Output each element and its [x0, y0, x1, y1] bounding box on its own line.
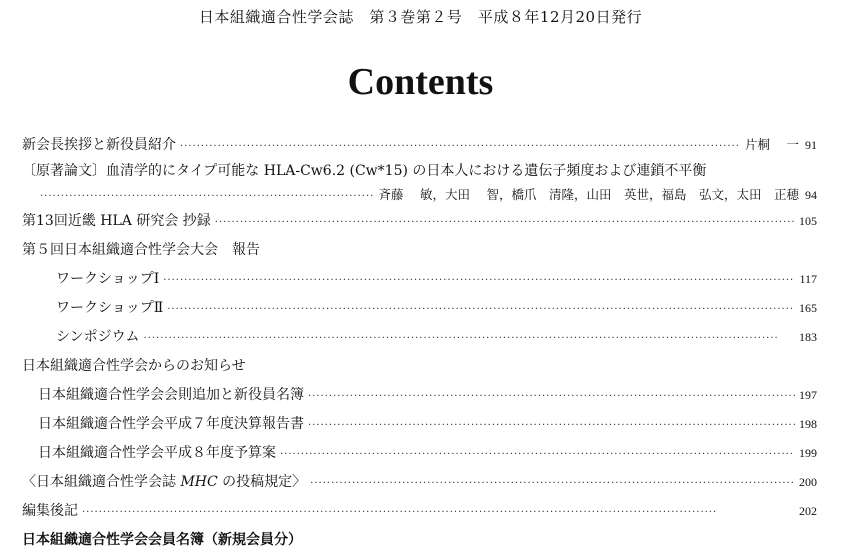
toc-entry-title: ワークショップⅠ: [56, 271, 160, 287]
toc-entry-workshop-1[interactable]: [22, 265, 817, 294]
toc-entry-bylaws-officers[interactable]: [22, 381, 817, 410]
toc-entry-page: 117: [799, 272, 817, 286]
toc-entry-page: 199: [799, 446, 817, 460]
toc-entry-title-suffix: の投稿規定〉: [217, 474, 307, 490]
toc-entry-submission-rules[interactable]: [22, 468, 817, 497]
page-title: Contents: [347, 61, 494, 103]
dot-leader: [215, 208, 795, 237]
toc-entry-budget[interactable]: [22, 439, 817, 468]
toc-entry-page: 183: [799, 330, 817, 344]
dot-leader: [180, 132, 741, 161]
dot-leader: [163, 266, 795, 295]
toc-entry-page: 91: [805, 138, 817, 152]
toc-entry-member-directory[interactable]: [22, 526, 817, 555]
toc-entry-title: [22, 468, 306, 497]
toc-entry-title: 第13回近畿 HLA 研究会 抄録: [22, 213, 211, 229]
toc-entry-page: 105: [799, 214, 817, 228]
toc-entry-title: 〔原著論文〕血清学的にタイプ可能な HLA-Cw6.2 (Cw*15) の日本人における遺伝子頻度および連鎖不平衡: [22, 163, 707, 179]
toc-entry-title: シンポジウム: [56, 329, 140, 345]
toc-entry-kinki-hla-abstracts[interactable]: [22, 207, 817, 236]
dot-leader: [310, 469, 795, 498]
dot-leader: [82, 498, 795, 527]
toc-entry-title: 日本組織適合性学会平成７年度決算報告書: [38, 416, 304, 432]
dot-leader: [308, 382, 795, 411]
dot-leader: [308, 411, 795, 440]
toc-entry-title-italic: MHC: [180, 474, 218, 490]
table-of-contents: [22, 130, 817, 555]
dot-leader: [144, 324, 795, 353]
toc-entry-society-notices[interactable]: [22, 352, 817, 381]
toc-entry-title: 編集後記: [22, 503, 78, 519]
dot-leader: [40, 185, 375, 209]
toc-entry-conference-report[interactable]: [22, 236, 817, 265]
toc-entry-page: 197: [799, 388, 817, 402]
dot-leader: [280, 440, 795, 469]
toc-entry-authors: 斉藤 敏，大田 智，橋爪 清隆，山田 英世，福島 弘文，太田 正穂: [378, 187, 799, 202]
toc-entry-title: ワークショップⅡ: [56, 300, 164, 316]
toc-entry-page: 165: [799, 301, 817, 315]
toc-entry-title: 日本組織適合性学会会則追加と新役員名簿: [38, 387, 304, 403]
toc-entry-workshop-2[interactable]: [22, 294, 817, 323]
toc-entry-title: 日本組織適合性学会からのお知らせ: [22, 358, 246, 374]
toc-entry-article-authors: [22, 183, 817, 207]
toc-entry-title-prefix: 〈日本組織適合性学会誌: [22, 474, 181, 490]
toc-entry-page: 200: [799, 475, 817, 489]
toc-entry-page: 94: [805, 188, 817, 202]
toc-entry-financial-report[interactable]: [22, 410, 817, 439]
toc-entry-page: 202: [799, 504, 817, 518]
toc-entry-title: 新会長挨拶と新役員紹介: [22, 137, 176, 153]
toc-entry-page: 198: [799, 417, 817, 431]
toc-entry-title: 第５回日本組織適合性学会大会 報告: [22, 242, 260, 258]
toc-entry-title: 日本組織適合性学会平成８年度予算案: [38, 445, 276, 461]
toc-entry-title: 日本組織適合性学会会員名簿（新規会員分）: [22, 532, 302, 548]
dot-leader: [167, 295, 795, 324]
toc-entry-symposium[interactable]: [22, 323, 817, 352]
journal-issue-header: 日本組織適合性学会誌 第３巻第２号 平成８年12月20日発行: [198, 8, 643, 26]
toc-entry-president-greeting[interactable]: [22, 130, 817, 159]
toc-entry-original-article[interactable]: [22, 159, 817, 183]
toc-entry-editors-note[interactable]: [22, 497, 817, 526]
toc-entry-author: 片桐 一: [745, 137, 799, 152]
